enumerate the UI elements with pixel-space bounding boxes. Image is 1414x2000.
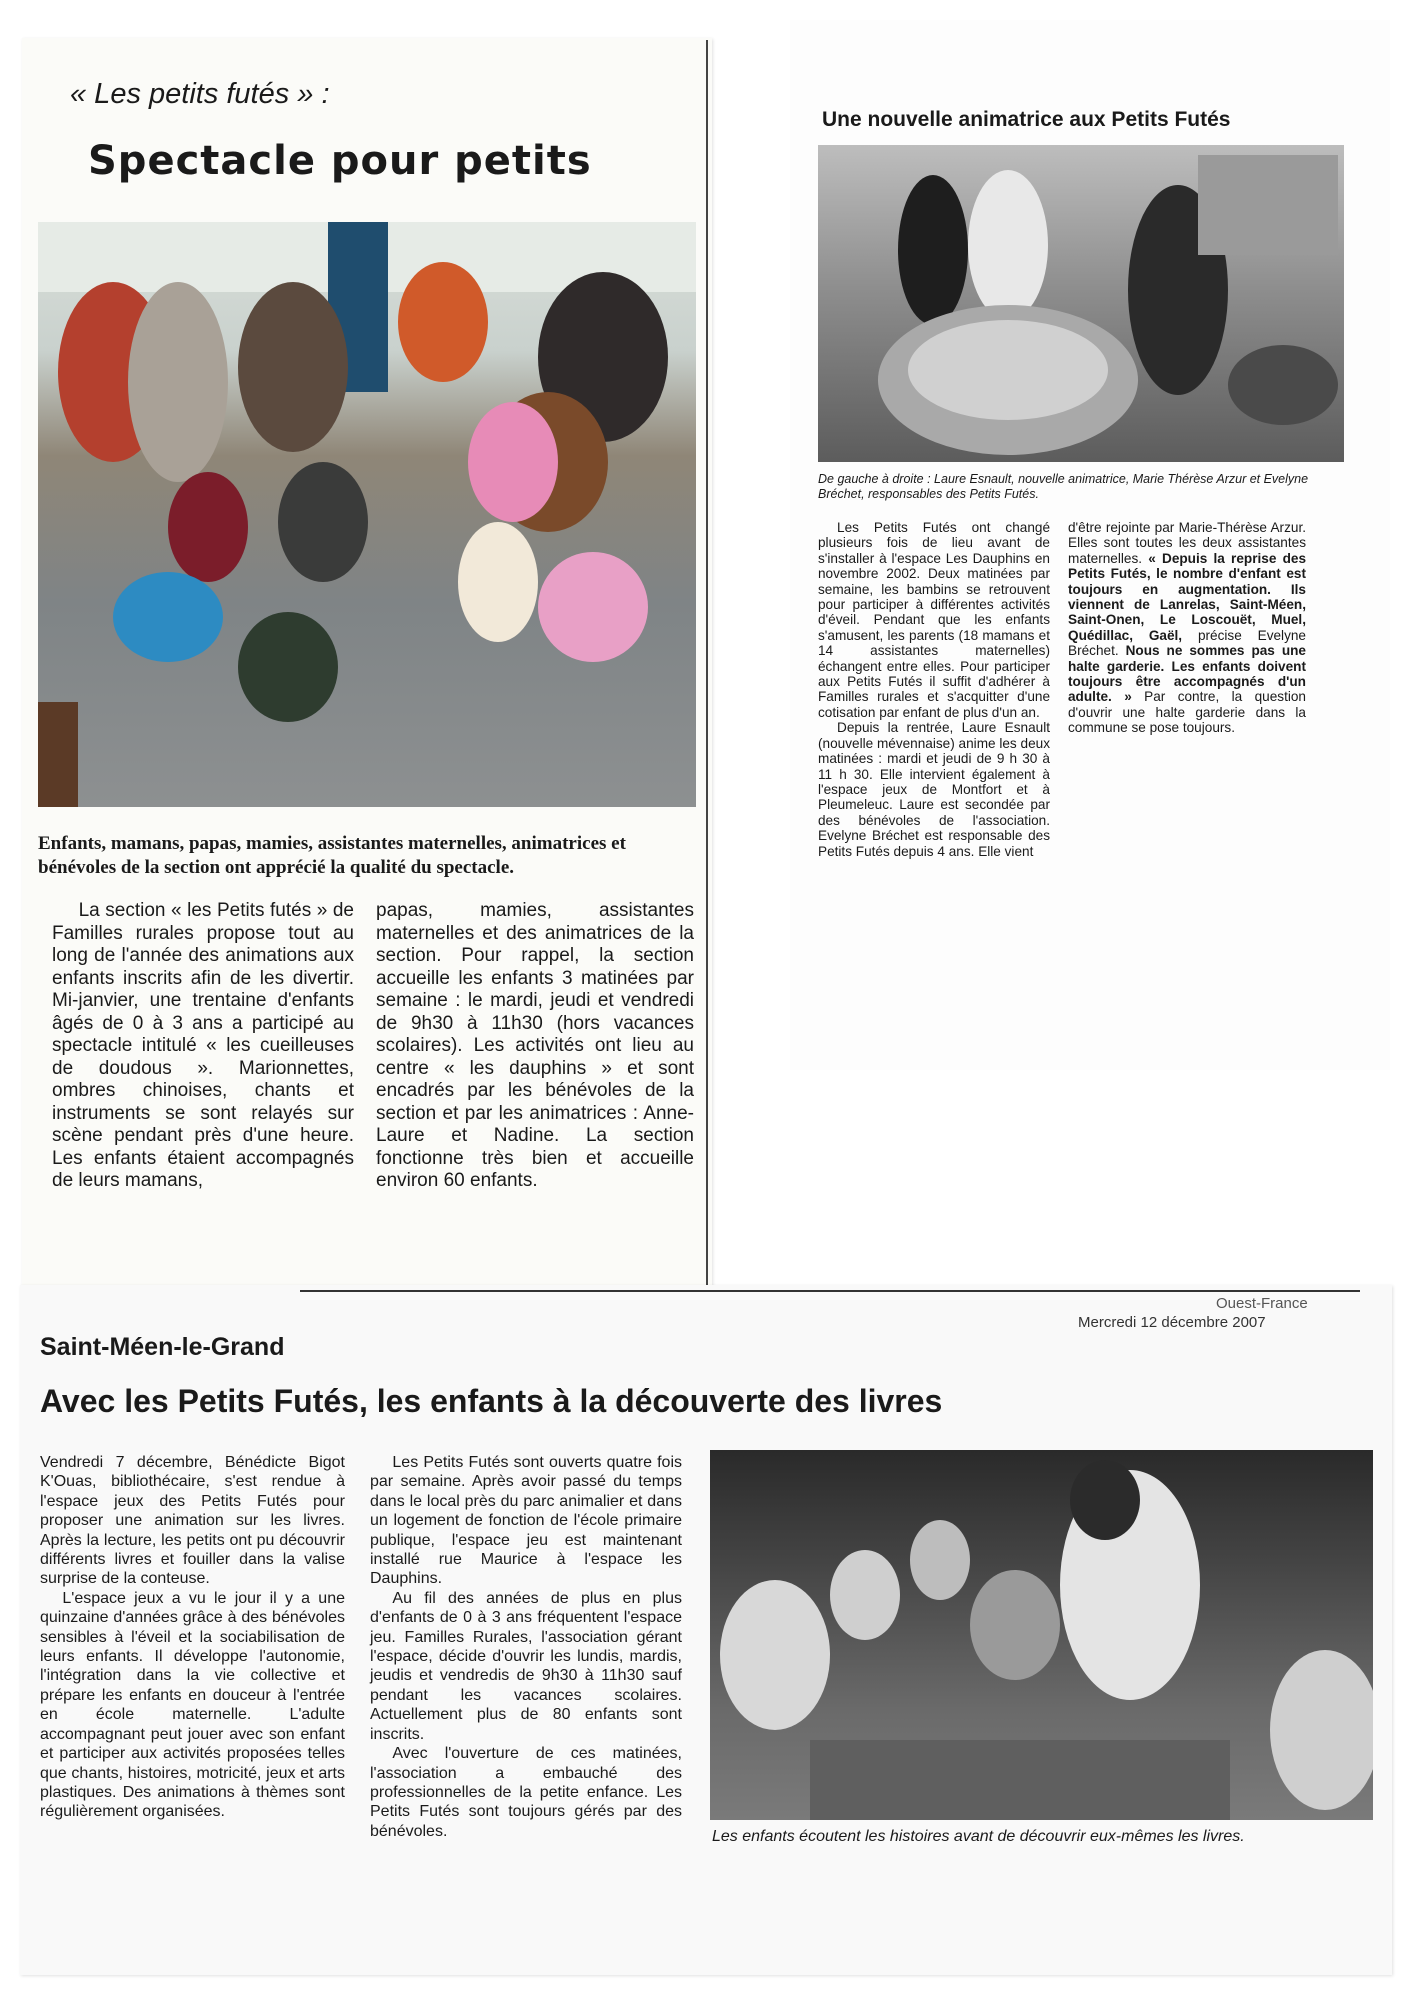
- photo-three-women: [818, 145, 1344, 462]
- article2-col2-paragraph: [1068, 520, 1306, 736]
- article3-column-2: [370, 1453, 682, 1841]
- article3-col2-paragraph-1: Les Petits Futés sont ouverts quatre fois par semaine. Après avoir passé du temps dans le local près du parc animalier et dans un logement de fonction de l'école primaire publique, l'espace jeu est maintenant installé rue Maurice à l'espace les Dauphins.: [370, 1454, 682, 1588]
- article2-col1-paragraph-2: Depuis la rentrée, Laure Esnault (nouvelle mévennaise) anime les deux matinées : mardi et jeudi de 9 h 30 à 11 h 30. Elle intervient également à l'espace jeux de Montfort et à Pleumeleuc. Laure est secondée par des bénévoles de l'association. Evelyne Bréchet est responsable des Petits Futés depuis 4 ans. Elle vient: [818, 720, 1050, 859]
- photo-spectacle-audience: [38, 222, 696, 807]
- article1-right-rule: [706, 40, 708, 1285]
- article3-col1-paragraph-2: L'espace jeux a vu le jour il y a une quinzaine d'années grâce à des bénévoles sensibles à l'éveil et la sociabilisation de leurs enfants. Il développe l'autonomie, l'intégration dans la vie collective et prépare les enfants en douceur à l'entrée en école maternelle. L'adulte accompagnant peut jouer avec son enfant et participer aux activités proposées telles que chants, histoires, motricité, jeux et arts plastiques. Des animations à thèmes sont régulièrement organisées.: [40, 1589, 345, 1821]
- article3-headline: Avec les Petits Futés, les enfants à la découverte des livres: [40, 1383, 943, 1419]
- article1-headline: Spectacle pour petits: [88, 138, 592, 184]
- article2-col2-quote-1: « Depuis la reprise des Petits Futés, le nombre d'enfant est toujours en augmentation. Ils viennent de Lanrelas, Saint-Méen, Saint-Onen, Le Loscouët, Muel, Quédillac, Gaël,: [1068, 550, 1307, 643]
- article3-col2-paragraph-3: Avec l'ouverture de ces matinées, l'association a embauché des professionnelles de la petite enfance. Les Petits Futés sont toujours gérés par des bénévoles.: [370, 1745, 682, 1840]
- article1-kicker: « Les petits futés » :: [70, 78, 330, 110]
- article2-col2-text-e: Par contre, la question d'ouvrir une halte garderie dans la commune se pose toujours.: [1068, 689, 1306, 736]
- article3-col1-paragraph-1: Vendredi 7 décembre, Bénédicte Bigot K'Ouas, bibliothécaire, s'est rendue à l'espace jeux des Petits Futés pour proposer une animation sur les livres. Après la lecture, les petits ont pu découvrir différents livres et fouiller dans la valise surprise de la conteuse.: [40, 1454, 345, 1588]
- article2-photo-caption: De gauche à droite : Laure Esnault, nouvelle animatrice, Marie Thérèse Arzur et Evelyne Bréchet, responsables des Petits Futés.: [818, 472, 1309, 501]
- article2-column-2: [1068, 520, 1306, 736]
- article3-column-1: [40, 1453, 345, 1822]
- article3-col2-paragraph-2: Au fil des années de plus en plus d'enfants de 0 à 3 ans fréquentent l'espace jeu. Familles Rurales, l'association gérant l'espace, décide d'ouvrir les lundis, mardis, jeudis et vendredis de 9h30 à 11h30 sauf pendant les vacances scolaires. Actuellement plus de 80 enfants sont inscrits.: [370, 1589, 682, 1743]
- photo-children-books: [710, 1450, 1373, 1820]
- article3-newspaper-name: Ouest-France: [1216, 1295, 1308, 1312]
- article3-photo-caption: Les enfants écoutent les histoires avant de découvrir eux-mêmes les livres.: [712, 1828, 1245, 1845]
- article2-col2-quote-2: Nous ne sommes pas une halte garderie. Les enfants doivent toujours être accompagnés d'un adulte. »: [1068, 643, 1306, 705]
- article1-col1-text: La section « les Petits futés » de Familles rurales propose tout au long de l'année des animations aux enfants inscrits afin de les divertir. Mi-janvier, une trentaine d'enfants âgés de 0 à 3 ans a participé au spectacle intitulé « les cueilleuses de doudous ». Marionnettes, ombres chinoises, chants et instruments se sont relayés sur scène pendant près d'une heure. Les enfants étaient accompagnés de leurs mamans,: [52, 900, 354, 1191]
- article3-town: Saint-Méen-le-Grand: [40, 1333, 285, 1361]
- article1-photo-caption: Enfants, mamans, papas, mamies, assistantes maternelles, animatrices et bénévoles de la section ont apprécié la qualité du spectacle.: [38, 833, 626, 878]
- article2-col1-paragraph-1: Les Petits Futés ont changé plusieurs fois de lieu avant de s'installer à l'espace Les Dauphins en novembre 2002. Deux matinées par semaine, les bambins se retrouvent pour participer à différentes activités d'éveil. Pendant que les enfants s'amusent, les parents (18 mamans et 14 assistantes maternelles) échangent entre elles. Pour participer aux Petits Futés il suffit d'adhérer à Familles rurales et s'acquitter d'une cotisation par enfant de plus d'un an.: [818, 520, 1050, 720]
- article1-column-1: [52, 900, 354, 1193]
- article2-col2-text-c: précise Evelyne Bréchet.: [1068, 627, 1306, 659]
- article2-col2-text-a: d'être rejointe par Marie-Thérèse Arzur. Elles sont toutes les deux assistantes maternelles.: [1068, 520, 1306, 566]
- article1-col2-text: papas, mamies, assistantes maternelles et des animatrices de la section. Pour rappel, la section accueille les enfants 3 matinées par semaine : le mardi, jeudi et vendredi de 9h30 à 11h30 (hors vacances scolaires). Les activités ont lieu au centre « les dauphins » et sont encadrés par les bénévoles de la section et par les animatrices : Anne-Laure et Nadine. La section fonctionne très bien et accueille environ 60 enfants.: [376, 900, 694, 1191]
- article2-headline: Une nouvelle animatrice aux Petits Futés: [822, 108, 1231, 131]
- article1-column-2: [376, 900, 694, 1193]
- article3-top-rule: [300, 1290, 1360, 1292]
- article3-date: Mercredi 12 décembre 2007: [1078, 1314, 1266, 1331]
- article2-column-1: [818, 520, 1050, 859]
